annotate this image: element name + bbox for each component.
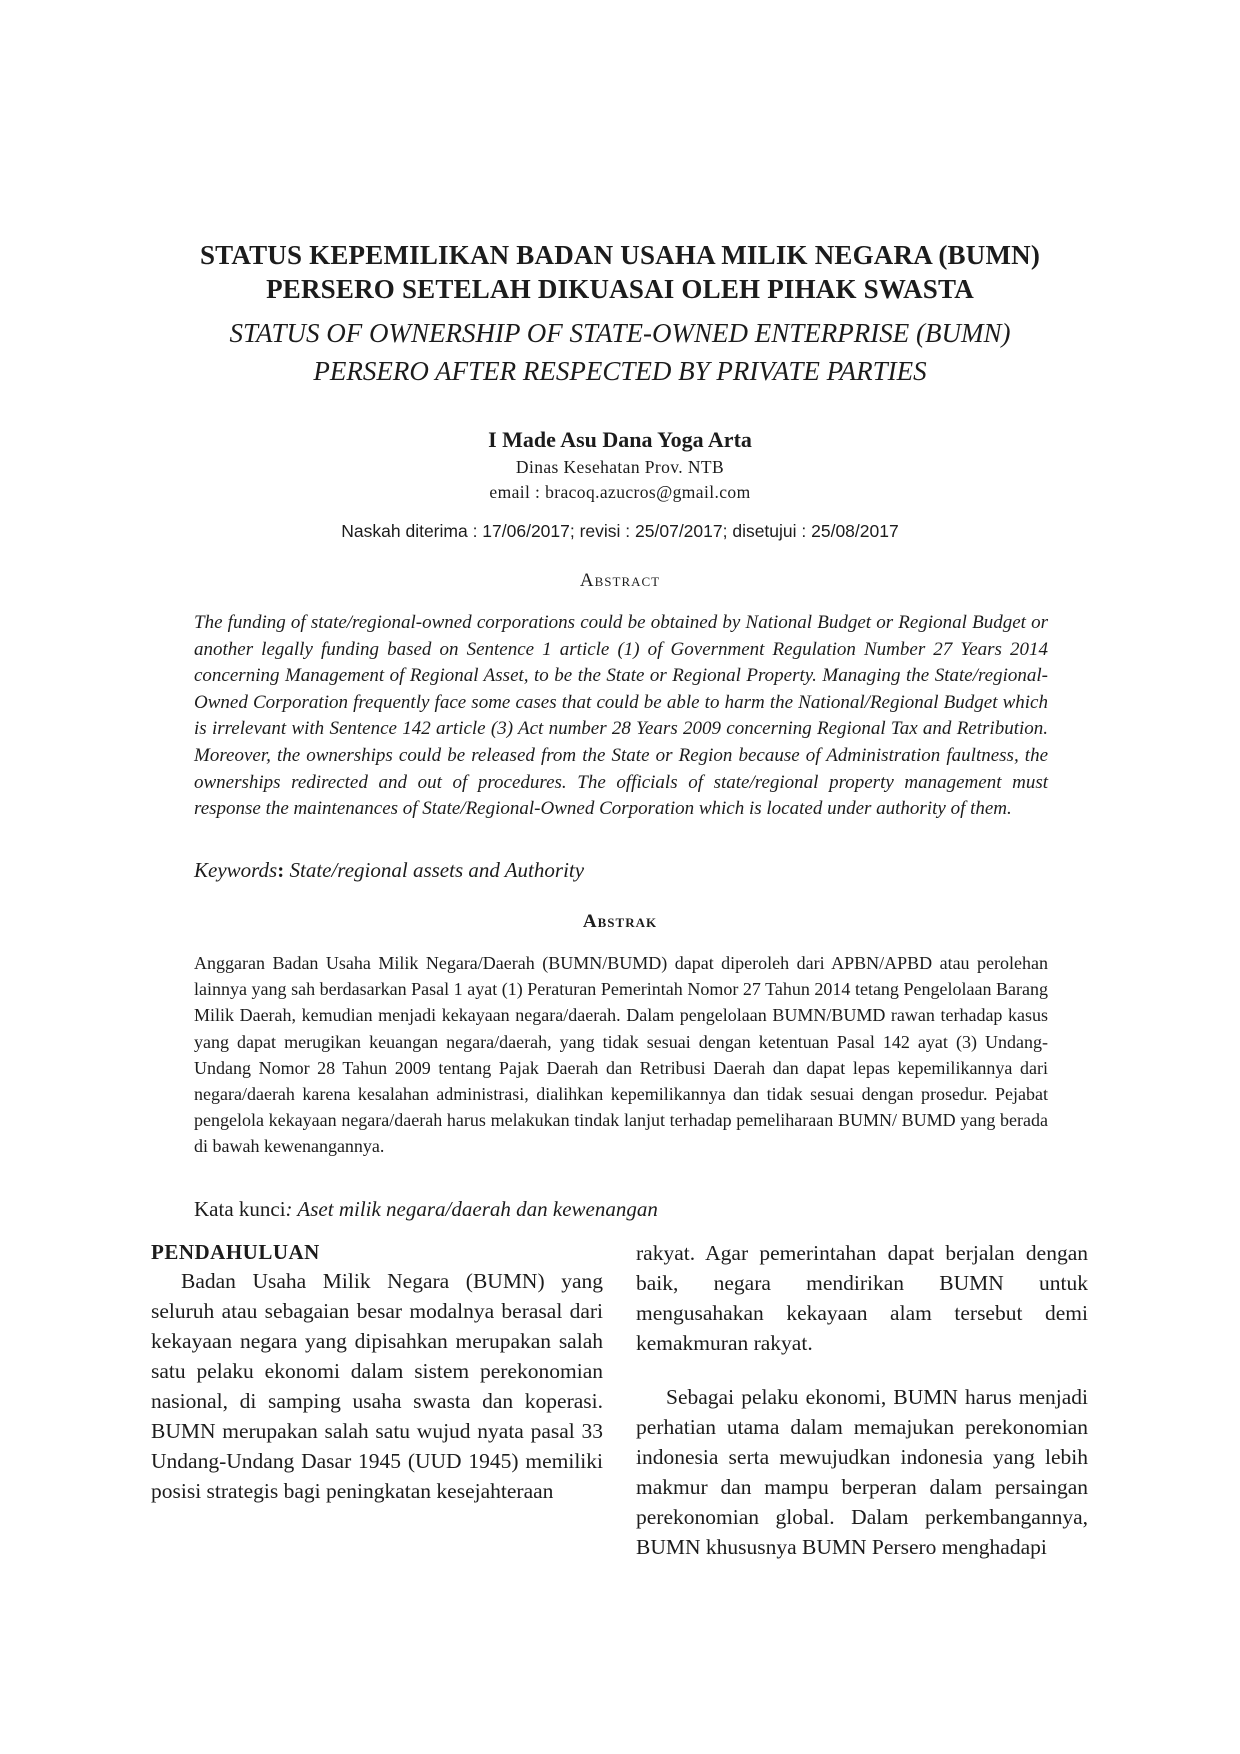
keywords-colon: : [277,858,285,882]
body-paragraph: Sebagai pelaku ekonomi, BUMN harus menjadi perhatian utama dalam memajukan perekonomian indonesia serta mewujudkan indonesia yang lebih makmur dan mampu berperan dalam persaingan perekonomian global. Dalam perkembangannya, BUMN khususnya BUMN Persero menghadapi [636,1385,1088,1559]
title-id-line-2: PERSERO SETELAH DIKUASAI OLEH PIHAK SWASTA [266,274,974,304]
keywords-label: Keywords [194,858,278,882]
body-column-left [151,1238,603,1506]
abstract-heading: Abstract [579,570,661,591]
kata-kunci-terms: : Aset milik negara/daerah dan kewenangan [285,1197,658,1221]
author-block [120,425,1120,505]
abstract-english-text: The funding of state/regional-owned corporations could be obtained by National Budget or Regional Budget or another legally funding based on Sentence 1 article (1) of Government Regulation Number 27 Years 2014 concerning Management of Regional Asset, to be the State or Regional Property. Managing the State/regional-Owned Corporation frequently face some cases that could be able to harm the National/Regional Budget which is irrelevant with Sentence 142 article (3) Act number 28 Years 2009 concerning Regional Tax and Retribution. Moreover, the ownerships could be released from the State or Region because of Administration faultness, the ownerships redirected and out of procedures. The officials of state/regional property management must response the maintenances of State/Regional-Owned Corporation which is located under authority of them. [194,612,1048,820]
abstrak-heading: Abstrak [582,911,658,932]
section-heading-pendahuluan: PENDAHULUAN [151,1240,320,1264]
title-english [120,314,1120,390]
body-paragraph: Badan Usaha Milik Negara (BUMN) yang seluruh atau sebagaian besar modalnya berasal dari kekayaan negara yang dipisahkan merupakan salah satu pelaku ekonomi dalam sistem perekonomian nasional, di samping usaha swasta dan koperasi. BUMN merupakan salah satu wujud nyata pasal 33 Undang-Undang Dasar 1945 (UUD 1945) memiliki posisi strategis bagi peningkatan kesejahteraan [151,1269,603,1503]
kata-kunci-label: Kata kunci [194,1197,286,1221]
title-indonesian [120,238,1120,306]
title-en-line-1: STATUS OF OWNERSHIP OF STATE-OWNED ENTERPRISE (BUMN) [229,318,1011,348]
author-email: email : bracoq.azucros@gmail.com [489,482,751,502]
title-id-line-1: STATUS KEPEMILIKAN BADAN USAHA MILIK NEGARA (BUMN) [199,240,1041,270]
keywords-terms: State/regional assets and Authority [284,858,585,882]
title-block [120,238,1120,390]
manuscript-dates: Naskah diterima : 17/06/2017; revisi : 25/07/2017; disetujui : 25/08/2017 [341,521,899,541]
title-en-line-2: PERSERO AFTER RESPECTED BY PRIVATE PARTIES [313,356,927,386]
author-affiliation: Dinas Kesehatan Prov. NTB [515,457,725,477]
body-column-right [636,1238,1088,1562]
abstrak-indonesian-text: Anggaran Badan Usaha Milik Negara/Daerah (BUMN/BUMD) dapat diperoleh dari APBN/APBD atau perolehan lainnya yang sah berdasarkan Pasal 1 ayat (1) Peraturan Pemerintah Nomor 27 Tahun 2014 tetang Pengelolaan Barang Milik Daerah, kemudian menjadi kekayaan negara/daerah. Dalam pengelolaan BUMN/BUMD rawan terhadap kasus yang dapat merugikan keuangan negara/daerah, yang tidak sesuai dengan ketentuan Pasal 142 ayat (3) Undang-Undang Nomor 28 Tahun 2009 tentang Pajak Daerah dan Retribusi Daerah dan dapat lepas kepemilikannya dari negara/daerah karena kesalahan administrasi, dialihkan kepemilikannya dan tidak sesuai dengan prosedur. Pejabat pengelola kekayaan negara/daerah harus melakukan tindak lanjut terhadap pemeliharaan BUMN/ BUMD yang berada di bawah kewenangannya. [194,953,1048,1157]
body-paragraph: rakyat. Agar pemerintahan dapat berjalan dengan baik, negara mendirikan BUMN untuk mengusahakan kekayaan alam tersebut demi kemakmuran rakyat. [636,1241,1088,1355]
author-name: I Made Asu Dana Yoga Arta [488,427,752,452]
kata-kunci-line [194,1195,1048,1223]
keywords-line [194,856,1048,884]
